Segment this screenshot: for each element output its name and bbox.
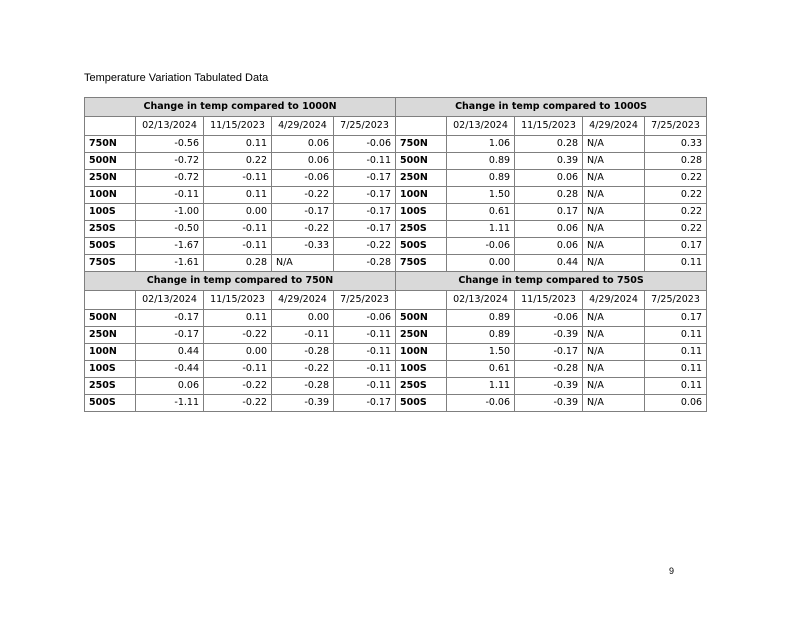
value-cell: 1.50: [447, 344, 515, 361]
empty-cell: [396, 291, 447, 310]
value-cell: N/A: [583, 170, 645, 187]
value-cell: -0.11: [204, 221, 272, 238]
row-label: 750N: [396, 136, 447, 153]
date-header: 4/29/2024: [272, 291, 334, 310]
value-cell: 0.33: [645, 136, 707, 153]
value-cell: N/A: [583, 327, 645, 344]
value-cell: 0.00: [204, 344, 272, 361]
value-cell: -0.28: [272, 344, 334, 361]
value-cell: -0.11: [334, 153, 396, 170]
row-label: 100N: [85, 187, 136, 204]
value-cell: -0.17: [334, 170, 396, 187]
date-header: 7/25/2023: [334, 291, 396, 310]
value-cell: -0.22: [204, 378, 272, 395]
table-row: [85, 221, 707, 238]
value-cell: 0.61: [447, 361, 515, 378]
date-header: 11/15/2023: [204, 291, 272, 310]
value-cell: 0.06: [515, 238, 583, 255]
value-cell: -0.22: [204, 395, 272, 412]
section-title: Change in temp compared to 1000N: [85, 98, 396, 117]
value-cell: -0.06: [447, 238, 515, 255]
value-cell: -0.39: [515, 378, 583, 395]
value-cell: -0.39: [515, 395, 583, 412]
table-row: [85, 255, 707, 272]
value-cell: 0.00: [272, 310, 334, 327]
value-cell: -0.11: [204, 361, 272, 378]
value-cell: 0.00: [204, 204, 272, 221]
date-header: 02/13/2024: [447, 117, 515, 136]
value-cell: -0.28: [334, 255, 396, 272]
row-label: 250N: [396, 170, 447, 187]
value-cell: N/A: [583, 221, 645, 238]
value-cell: -0.56: [136, 136, 204, 153]
value-cell: N/A: [583, 378, 645, 395]
value-cell: -0.44: [136, 361, 204, 378]
value-cell: 0.89: [447, 327, 515, 344]
row-label: 100S: [396, 361, 447, 378]
value-cell: -0.39: [515, 327, 583, 344]
table-row: [85, 153, 707, 170]
table-row: [85, 378, 707, 395]
table-row: [85, 344, 707, 361]
value-cell: -0.06: [447, 395, 515, 412]
value-cell: -0.06: [334, 310, 396, 327]
value-cell: -0.06: [272, 170, 334, 187]
value-cell: N/A: [583, 153, 645, 170]
value-cell: -0.33: [272, 238, 334, 255]
value-cell: -0.17: [515, 344, 583, 361]
section-header-row: [85, 98, 707, 117]
value-cell: 0.11: [645, 344, 707, 361]
date-header: 11/15/2023: [515, 291, 583, 310]
value-cell: 0.22: [645, 221, 707, 238]
value-cell: 0.06: [645, 395, 707, 412]
value-cell: -0.28: [272, 378, 334, 395]
value-cell: -1.00: [136, 204, 204, 221]
value-cell: N/A: [583, 136, 645, 153]
value-cell: -0.39: [272, 395, 334, 412]
value-cell: -0.11: [204, 170, 272, 187]
value-cell: 0.11: [645, 361, 707, 378]
row-label: 500N: [396, 153, 447, 170]
row-label: 500N: [85, 310, 136, 327]
value-cell: N/A: [583, 344, 645, 361]
value-cell: 1.11: [447, 221, 515, 238]
row-label: 750N: [85, 136, 136, 153]
value-cell: 0.11: [645, 378, 707, 395]
value-cell: -0.17: [136, 327, 204, 344]
row-label: 100S: [85, 204, 136, 221]
date-header: 4/29/2024: [583, 117, 645, 136]
value-cell: 0.44: [515, 255, 583, 272]
date-header: 4/29/2024: [583, 291, 645, 310]
section-title: Change in temp compared to 750N: [85, 272, 396, 291]
value-cell: N/A: [583, 310, 645, 327]
value-cell: 0.39: [515, 153, 583, 170]
value-cell: -0.17: [334, 204, 396, 221]
value-cell: 0.22: [645, 204, 707, 221]
table-row: [85, 361, 707, 378]
table-row: [85, 170, 707, 187]
document-title: Temperature Variation Tabulated Data: [84, 72, 269, 84]
value-cell: -0.22: [204, 327, 272, 344]
row-label: 250N: [85, 327, 136, 344]
value-cell: -0.17: [334, 221, 396, 238]
row-label: 500N: [85, 153, 136, 170]
date-header: 02/13/2024: [136, 117, 204, 136]
date-header: 02/13/2024: [447, 291, 515, 310]
value-cell: 1.50: [447, 187, 515, 204]
value-cell: -0.28: [515, 361, 583, 378]
value-cell: -1.11: [136, 395, 204, 412]
value-cell: -0.17: [136, 310, 204, 327]
value-cell: 0.06: [136, 378, 204, 395]
value-cell: -0.11: [334, 361, 396, 378]
row-label: 250N: [396, 327, 447, 344]
value-cell: -0.17: [334, 187, 396, 204]
date-header-row: [85, 117, 707, 136]
date-header: 11/15/2023: [204, 117, 272, 136]
value-cell: 0.22: [645, 170, 707, 187]
section-header-row: [85, 272, 707, 291]
value-cell: 0.06: [515, 221, 583, 238]
temperature-table: [84, 97, 707, 412]
value-cell: -0.11: [334, 378, 396, 395]
value-cell: N/A: [272, 255, 334, 272]
date-header: 4/29/2024: [272, 117, 334, 136]
value-cell: 0.06: [272, 136, 334, 153]
value-cell: N/A: [583, 255, 645, 272]
value-cell: 0.61: [447, 204, 515, 221]
value-cell: -0.11: [334, 344, 396, 361]
date-header: 11/15/2023: [515, 117, 583, 136]
value-cell: 0.89: [447, 170, 515, 187]
value-cell: 0.89: [447, 310, 515, 327]
page-number: 9: [669, 566, 675, 576]
value-cell: -0.11: [272, 327, 334, 344]
value-cell: N/A: [583, 395, 645, 412]
date-header: 7/25/2023: [334, 117, 396, 136]
row-label: 250S: [85, 378, 136, 395]
value-cell: 1.06: [447, 136, 515, 153]
section-title: Change in temp compared to 1000S: [396, 98, 707, 117]
value-cell: -0.22: [272, 187, 334, 204]
value-cell: 0.44: [136, 344, 204, 361]
value-cell: 0.22: [645, 187, 707, 204]
value-cell: 1.11: [447, 378, 515, 395]
table-row: [85, 238, 707, 255]
date-header-row: [85, 291, 707, 310]
row-label: 250S: [396, 378, 447, 395]
value-cell: 0.28: [515, 187, 583, 204]
value-cell: -1.61: [136, 255, 204, 272]
value-cell: 0.22: [204, 153, 272, 170]
value-cell: -0.11: [136, 187, 204, 204]
value-cell: -0.17: [272, 204, 334, 221]
value-cell: 0.11: [645, 327, 707, 344]
value-cell: -0.06: [334, 136, 396, 153]
table-row: [85, 136, 707, 153]
empty-cell: [85, 291, 136, 310]
row-label: 100N: [396, 187, 447, 204]
table-row: [85, 187, 707, 204]
empty-cell: [396, 117, 447, 136]
row-label: 100N: [85, 344, 136, 361]
row-label: 100S: [85, 361, 136, 378]
value-cell: -0.06: [515, 310, 583, 327]
table-row: [85, 395, 707, 412]
row-label: 500S: [396, 238, 447, 255]
value-cell: 0.11: [645, 255, 707, 272]
date-header: 7/25/2023: [645, 291, 707, 310]
row-label: 500S: [85, 238, 136, 255]
value-cell: -0.72: [136, 170, 204, 187]
value-cell: -0.11: [204, 238, 272, 255]
row-label: 250N: [85, 170, 136, 187]
value-cell: 0.17: [645, 238, 707, 255]
row-label: 500S: [85, 395, 136, 412]
row-label: 750S: [396, 255, 447, 272]
date-header: 7/25/2023: [645, 117, 707, 136]
value-cell: -0.72: [136, 153, 204, 170]
value-cell: N/A: [583, 204, 645, 221]
table-row: [85, 327, 707, 344]
value-cell: 0.28: [204, 255, 272, 272]
value-cell: 0.11: [204, 310, 272, 327]
row-label: 250S: [85, 221, 136, 238]
value-cell: -0.22: [272, 361, 334, 378]
row-label: 250S: [396, 221, 447, 238]
row-label: 100S: [396, 204, 447, 221]
value-cell: N/A: [583, 238, 645, 255]
value-cell: -0.22: [334, 238, 396, 255]
value-cell: 0.00: [447, 255, 515, 272]
value-cell: -0.50: [136, 221, 204, 238]
value-cell: -0.22: [272, 221, 334, 238]
table-row: [85, 204, 707, 221]
value-cell: -1.67: [136, 238, 204, 255]
value-cell: 0.17: [515, 204, 583, 221]
value-cell: N/A: [583, 187, 645, 204]
row-label: 500S: [396, 395, 447, 412]
section-title: Change in temp compared to 750S: [396, 272, 707, 291]
value-cell: 0.17: [645, 310, 707, 327]
value-cell: -0.11: [334, 327, 396, 344]
row-label: 500N: [396, 310, 447, 327]
row-label: 100N: [396, 344, 447, 361]
row-label: 750S: [85, 255, 136, 272]
value-cell: 0.06: [515, 170, 583, 187]
value-cell: 0.89: [447, 153, 515, 170]
value-cell: 0.28: [645, 153, 707, 170]
date-header: 02/13/2024: [136, 291, 204, 310]
value-cell: 0.11: [204, 136, 272, 153]
value-cell: N/A: [583, 361, 645, 378]
table-row: [85, 310, 707, 327]
value-cell: 0.06: [272, 153, 334, 170]
value-cell: 0.28: [515, 136, 583, 153]
value-cell: 0.11: [204, 187, 272, 204]
value-cell: -0.17: [334, 395, 396, 412]
empty-cell: [85, 117, 136, 136]
